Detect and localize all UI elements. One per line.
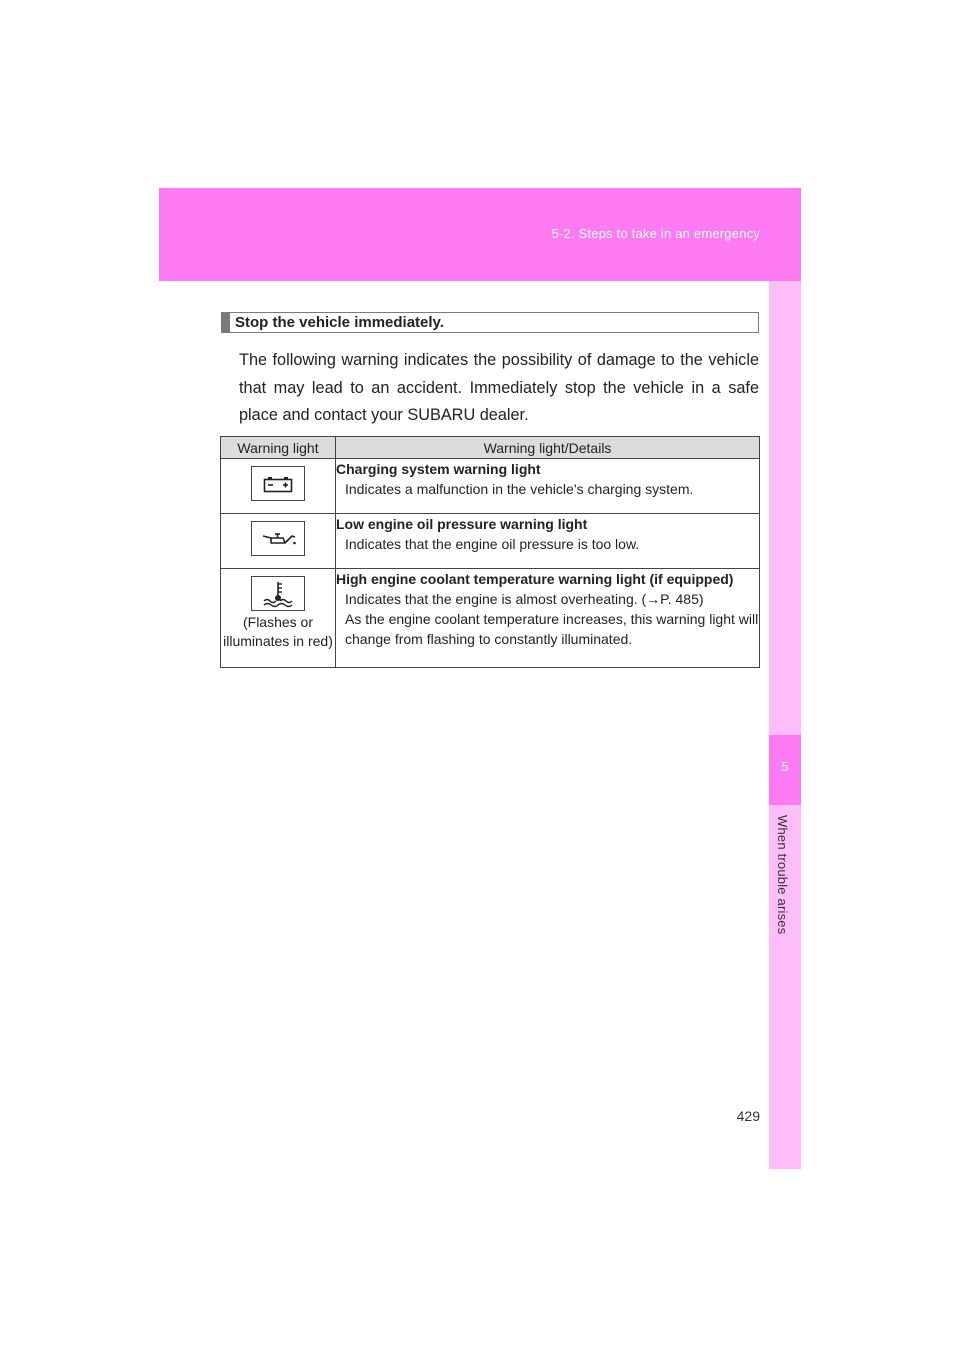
table-row (221, 569, 760, 668)
battery-icon (263, 475, 293, 493)
warning-detail: Indicates that the engine is almost overheating. (→P. 485) (345, 591, 704, 607)
warning-details-cell (336, 514, 760, 569)
table-row (221, 459, 760, 514)
section-heading-text: Stop the vehicle immediately. (235, 314, 444, 331)
header-warning-details: Warning light/Details (336, 437, 760, 459)
page-number: 429 (736, 1108, 760, 1124)
chapter-tab (769, 735, 801, 805)
warning-details-cell (336, 569, 760, 668)
intro-paragraph: The following warning indicates the possibility of damage to the vehicle that may lead to an accident. Immediately stop the vehicle in a safe place and contact your SUBARU dealer. (239, 351, 759, 424)
table-row (221, 514, 760, 569)
header-band (159, 188, 801, 281)
icon-frame (251, 576, 305, 611)
chapter-title: When trouble arises (775, 815, 790, 935)
side-tab (769, 281, 801, 1169)
table-header-row (221, 437, 760, 459)
oil-can-icon (259, 530, 297, 548)
heading-marker (222, 313, 230, 332)
warning-light-table (220, 436, 760, 668)
coolant-temperature-icon (261, 580, 295, 608)
warning-title: Low engine oil pressure warning light (336, 516, 588, 532)
header-warning-light: Warning light (221, 437, 336, 459)
warning-detail: Indicates a malfunction in the vehicle’s charging system. (345, 481, 694, 497)
warning-light-cell (221, 459, 336, 514)
warning-title: High engine coolant temperature warning light (if equipped) (336, 571, 734, 587)
warning-light-cell (221, 514, 336, 569)
warning-light-note: (Flashes or illuminates in red) (223, 614, 333, 649)
warning-light-cell (221, 569, 336, 668)
warning-detail: Indicates that the engine oil pressure is too low. (345, 536, 640, 552)
warning-detail: As the engine coolant temperature increases, this warning light will change from flashing to constantly illuminated. (345, 611, 759, 647)
section-heading (221, 312, 759, 333)
icon-frame (251, 521, 305, 556)
header-section-title: 5-2. Steps to take in an emergency (551, 226, 760, 241)
icon-frame (251, 466, 305, 501)
chapter-number: 5 (781, 759, 789, 774)
warning-title: Charging system warning light (336, 461, 541, 477)
warning-details-cell (336, 459, 760, 514)
